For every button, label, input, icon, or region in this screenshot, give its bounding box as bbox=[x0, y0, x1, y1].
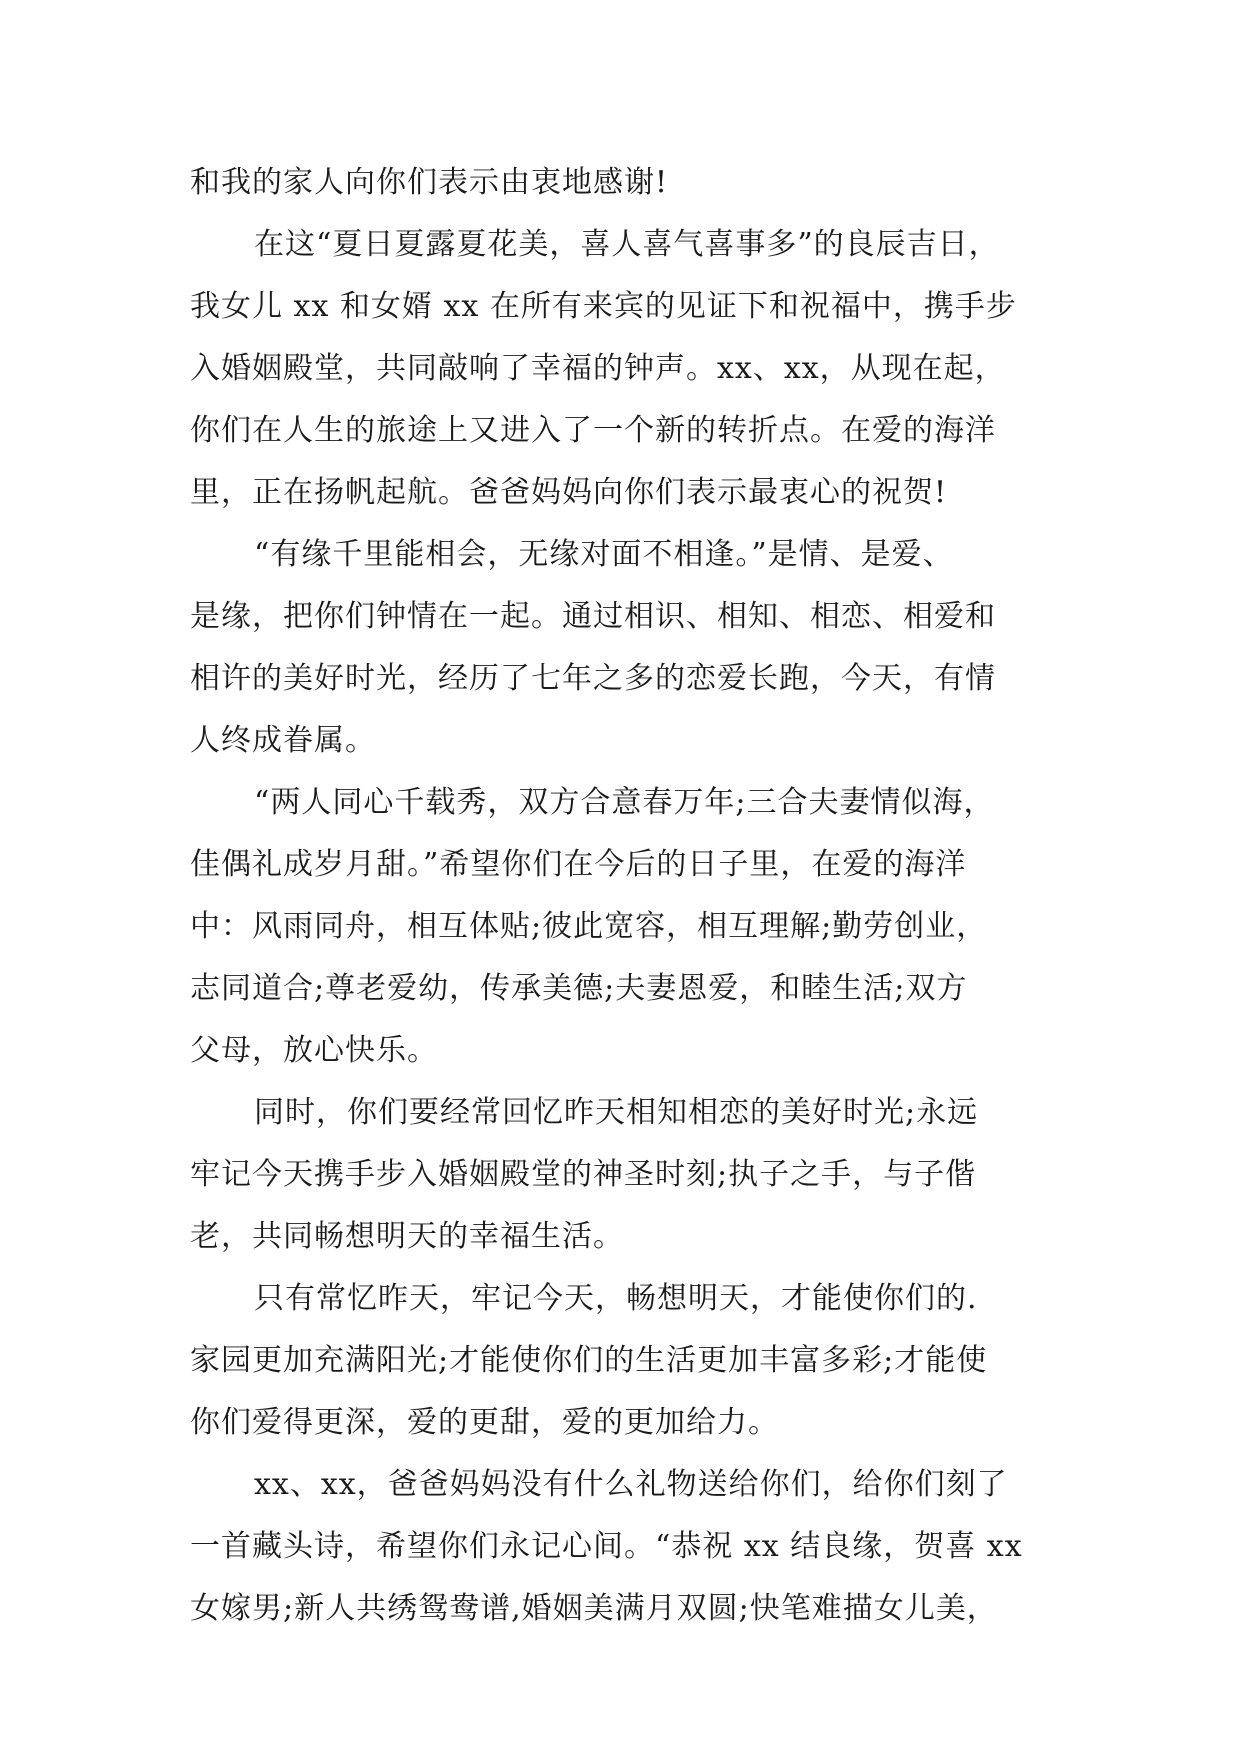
text-line: 女嫁男;新人共绣鸳鸯谱,婚姻美满月双圆;快笔难描女儿美， bbox=[190, 1591, 998, 1626]
body-text bbox=[190, 152, 1060, 1640]
text-line: 老，共同畅想明天的幸福生活。 bbox=[190, 1219, 624, 1254]
text-line: 只有常忆昨天，牢记今天，畅想明天，才能使你们的. bbox=[254, 1281, 978, 1316]
text-line: 父母，放心快乐。 bbox=[190, 1033, 438, 1068]
text-line: 里，正在扬帆起航。爸爸妈妈向你们表示最衷心的祝贺! bbox=[190, 475, 948, 510]
text-line: xx、xx，爸爸妈妈没有什么礼物送给你们，给你们刻了 bbox=[254, 1467, 1008, 1502]
text-line: 入婚姻殿堂，共同敲响了幸福的钟声。xx、xx，从现在起， bbox=[190, 351, 1006, 386]
text-line: 志同道合;尊老爱幼，传承美德;夫妻恩爱，和睦生活;双方 bbox=[190, 971, 968, 1006]
text-line: 你们爱得更深，爱的更甜，爱的更加给力。 bbox=[190, 1405, 779, 1440]
text-line: 中：风雨同舟，相互体贴;彼此宽容，相互理解;勤劳创业， bbox=[190, 909, 988, 944]
text-line: 佳偶礼成岁月甜。”希望你们在今后的日子里，在爱的海洋 bbox=[190, 847, 967, 882]
text-line: 我女儿 xx 和女婿 xx 在所有来宾的见证下和祝福中，携手步 bbox=[190, 289, 1017, 324]
text-line: 是缘，把你们钟情在一起。通过相识、相知、相恋、相爱和 bbox=[190, 599, 996, 634]
text-line: 家园更加充满阳光;才能使你们的生活更加丰富多彩;才能使 bbox=[190, 1343, 988, 1378]
text-line: 在这“夏日夏露夏花美，喜人喜气喜事多”的良辰吉日， bbox=[254, 227, 1000, 262]
text-line: 牢记今天携手步入婚姻殿堂的神圣时刻;执子之手，与子偕 bbox=[190, 1157, 977, 1192]
text-line: 你们在人生的旅途上又进入了一个新的转折点。在爱的海洋 bbox=[190, 413, 996, 448]
text-line: 和我的家人向你们表示由衷地感谢! bbox=[190, 165, 669, 200]
text-line: 相许的美好时光，经历了七年之多的恋爱长跑，今天，有情 bbox=[190, 661, 996, 696]
text-line: 一首藏头诗，希望你们永记心间。“恭祝 xx 结良缘，贺喜 xx bbox=[190, 1529, 1023, 1564]
text-line: 同时，你们要经常回忆昨天相知相恋的美好时光;永远 bbox=[254, 1095, 979, 1130]
text-line: “两人同心千载秀，双方合意春万年;三合夫妻情似海， bbox=[254, 785, 995, 820]
text-line: “有缘千里能相会，无缘对面不相逢。”是情、是爱、 bbox=[254, 537, 954, 572]
text-line: 人终成眷属。 bbox=[190, 723, 376, 758]
